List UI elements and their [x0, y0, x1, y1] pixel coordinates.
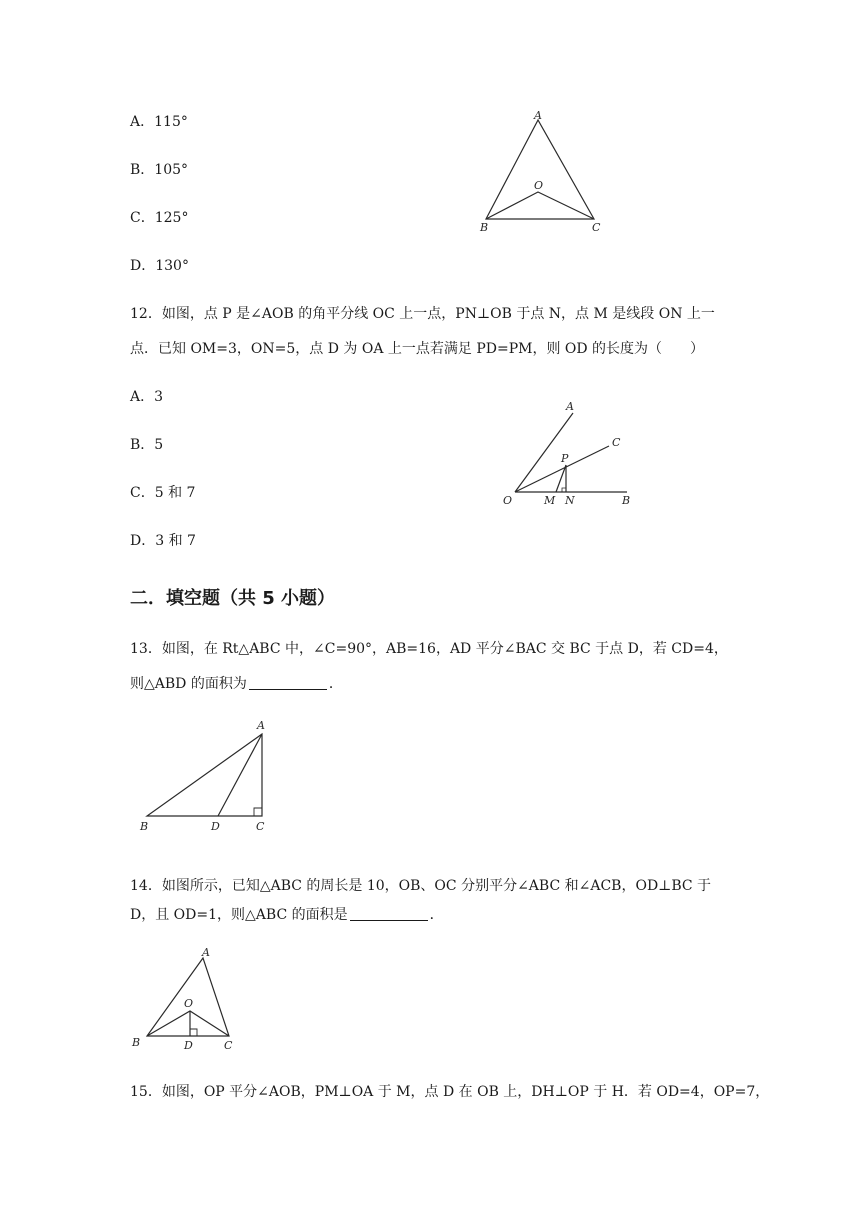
option-letter: C．: [130, 485, 155, 501]
label-c: C: [224, 1039, 233, 1052]
q14-text-before-blank: D，且 OD=1，则△ABC 的面积是: [130, 907, 348, 923]
option-letter: B．: [130, 437, 155, 453]
label-n: N: [565, 494, 575, 507]
option-text: 5: [154, 437, 164, 453]
q13-text-after-blank: ．: [328, 676, 343, 692]
q15-text-line1: 15．如图，OP 平分∠AOB，PM⊥OA 于 M，点 D 在 OB 上，DH⊥OP 于 H．若 OD=4，OP=7，: [130, 1084, 770, 1100]
label-o: O: [503, 494, 513, 507]
option-text: 3 和 7: [155, 533, 196, 549]
label-p: P: [561, 452, 569, 465]
label-d: D: [211, 820, 220, 833]
q14-text-line1: 14．如图所示，已知△ABC 的周长是 10，OB、OC 分别平分∠ABC 和∠ACB，OD⊥BC 于: [130, 878, 712, 894]
label-o: O: [184, 997, 194, 1010]
label-b: B: [480, 221, 489, 234]
label-c: C: [612, 436, 621, 449]
segments-ob-oc: [147, 1011, 229, 1036]
option-letter: C．: [130, 210, 155, 226]
label-b: B: [132, 1036, 141, 1049]
label-d: D: [184, 1039, 193, 1052]
option-letter: D．: [130, 533, 156, 549]
label-a: A: [257, 719, 265, 732]
section-heading: 二．填空题（共 5 小题）: [130, 588, 336, 609]
option-text: 105°: [154, 162, 189, 178]
option-text: 3: [154, 389, 164, 405]
q12-text-line2: 点．已知 OM=3，ON=5，点 D 为 OA 上一点若满足 PD=PM，则 OD 的长度为（ ）: [130, 341, 705, 357]
label-a: A: [566, 400, 574, 413]
option-text: 115°: [154, 114, 188, 130]
label-b: B: [622, 494, 631, 507]
option-letter: B．: [130, 162, 155, 178]
q14-text-after-blank: ．: [429, 907, 444, 923]
label-o: O: [534, 179, 544, 192]
label-c: C: [256, 820, 265, 833]
option-text: 130°: [155, 258, 189, 274]
label-m: M: [544, 494, 556, 507]
label-a: A: [202, 946, 210, 959]
q13-text-line1: 13．如图，在 Rt△ABC 中，∠C=90°，AB=16，AD 平分∠BAC 交 BC 于点 D，若 CD=4，: [130, 641, 728, 657]
option-text: 5 和 7: [154, 485, 196, 501]
label-b: B: [140, 820, 149, 833]
q12-text-line1: 12．如图，点 P 是∠AOB 的角平分线 OC 上一点，PN⊥OB 于点 N，点 M 是线段 ON 上一: [130, 306, 715, 322]
option-letter: A．: [130, 114, 155, 130]
option-text: 125°: [154, 210, 189, 226]
q13-text-before-blank: 则△ABD 的面积为: [130, 676, 247, 692]
label-a: A: [534, 109, 542, 122]
right-angle-mark: [190, 1029, 197, 1036]
label-c: C: [592, 221, 601, 234]
option-letter: D．: [130, 258, 156, 274]
option-letter: A．: [130, 389, 155, 405]
